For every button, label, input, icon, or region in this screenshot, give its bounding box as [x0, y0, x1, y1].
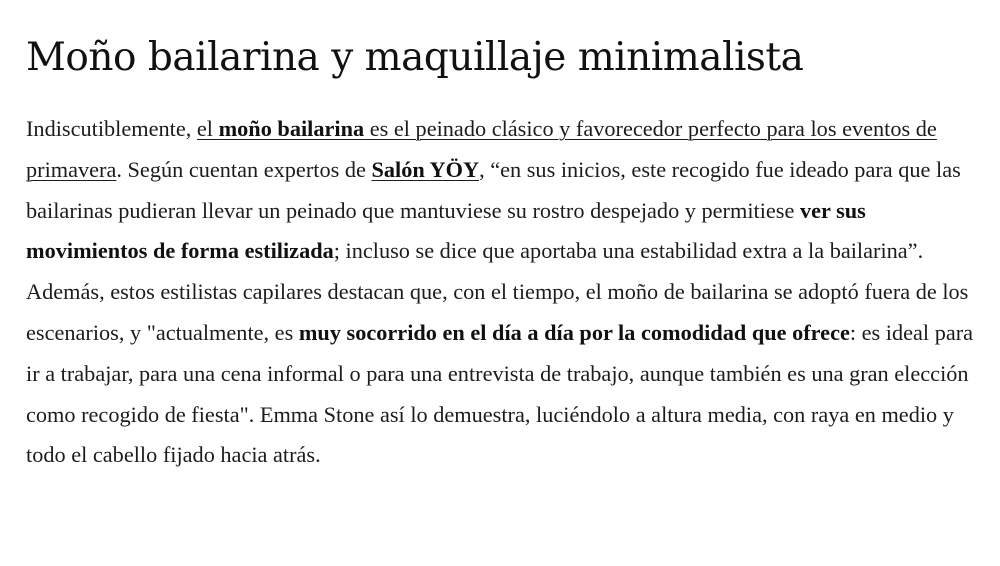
bold-highlight-2: muy socorrido en el día a día por la comodidad que ofrece [298, 319, 850, 345]
paragraph-text-3: , “en sus inicios, este recogido fue ideado para que las bailarinas pudieran llevar un peinado que mantuviese su rostro despejado y permitiese [26, 156, 961, 223]
paragraph-text-4: ; incluso se dice que aportaba una estabilidad extra a la bailarina”. Además, estos estilistas capilares destacan que, con el tiempo, el moño de bailarina se adoptó fuera de los escenarios, y "actualmente, es [26, 238, 969, 345]
bold-highlight-1: ver sus movimientos de forma estilizada [26, 197, 866, 264]
link-bold-mono-bailarina: moño bailarina [218, 116, 365, 141]
article-paragraph [26, 109, 988, 476]
paragraph-text-1: Indiscutiblemente, [26, 116, 197, 141]
paragraph-text-5: : es ideal para ir a trabajar, para una cena informal o para una entrevista de trabajo, aunque también es una gran elección como recogido de fiesta". Emma Stone así lo demuestra, luciéndolo a altura media, con raya en medio y todo el cabello fijado hacia atrás. [26, 319, 974, 468]
salon-yoy-label: Salón YÖY [371, 156, 480, 182]
article [26, 30, 988, 476]
article-title: Moño bailarina y maquillaje minimalista [26, 35, 804, 80]
salon-yoy-link[interactable] [371, 157, 479, 182]
paragraph-text-2: . Según cuentan expertos de [116, 156, 372, 182]
link-text-end: es el peinado clásico y favorecedor perfecto para los eventos de primavera [26, 116, 937, 182]
link-text-start: el [196, 116, 219, 141]
